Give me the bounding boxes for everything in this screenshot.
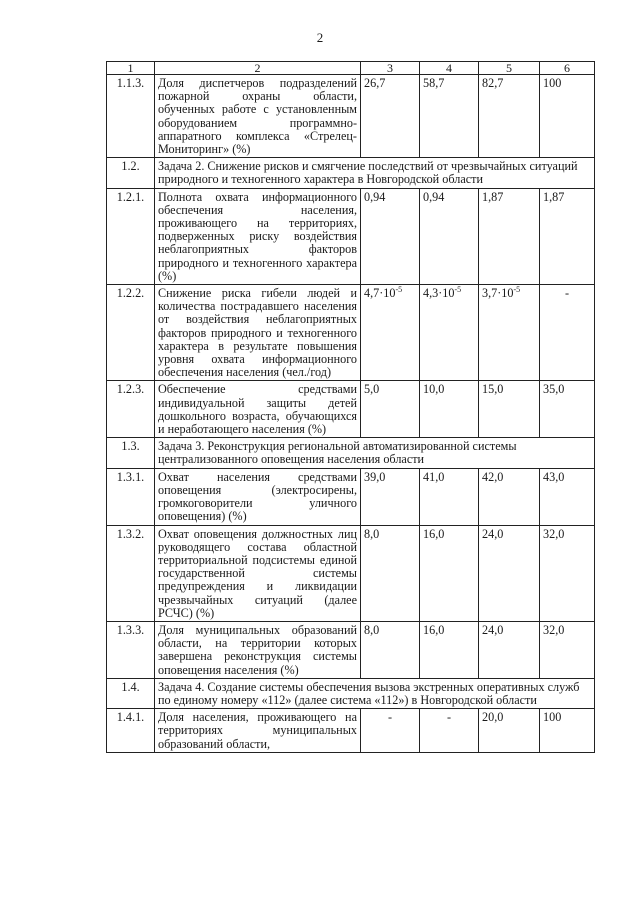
- value-exponent: -5: [395, 284, 403, 294]
- indicator-row: [107, 188, 595, 284]
- indicator-value: 1,87: [479, 188, 540, 284]
- indicator-value: 0,94: [420, 188, 479, 284]
- indicator-value: 32,0: [540, 621, 595, 678]
- indicator-value: 41,0: [420, 468, 479, 525]
- row-number: 1.1.3.: [107, 75, 155, 158]
- value-exponent: -5: [454, 284, 462, 294]
- task-row: [107, 158, 595, 188]
- indicator-description: Полнота охвата информационного обеспечения населения, проживающего на территориях, подверженных риску воздействия неблагоприятных факторов природного и техногенного характера (%): [155, 188, 361, 284]
- value-exponent: -5: [513, 284, 521, 294]
- task-title: Задача 3. Реконструкция региональной автоматизированной системы централизованного оповещения населения области: [155, 438, 595, 468]
- indicator-value: [420, 285, 479, 381]
- task-row: [107, 678, 595, 708]
- column-header: 4: [420, 62, 479, 75]
- indicator-description: Снижение риска гибели людей и количества пострадавшего населения от воздействия неблагоприятных факторов природного и техногенного характера в результате повышения уровня охвата информационного обеспечения населения (чел./год): [155, 285, 361, 381]
- value-mantissa: 4,3·10: [423, 286, 455, 301]
- indicator-value: 100: [540, 709, 595, 753]
- indicator-value: 43,0: [540, 468, 595, 525]
- indicator-description: Охват населения средствами оповещения (электросирены, громкоговорители уличного оповещения) (%): [155, 468, 361, 525]
- indicator-value: 5,0: [361, 381, 420, 438]
- row-number: 1.2.: [107, 158, 155, 188]
- indicator-value: 8,0: [361, 621, 420, 678]
- indicator-row: [107, 285, 595, 381]
- indicator-value: -: [361, 709, 420, 753]
- indicator-value: 39,0: [361, 468, 420, 525]
- indicator-value: 10,0: [420, 381, 479, 438]
- indicator-value: 20,0: [479, 709, 540, 753]
- indicator-row: [107, 468, 595, 525]
- row-number: 1.3.3.: [107, 621, 155, 678]
- row-number: 1.4.1.: [107, 709, 155, 753]
- indicator-row: [107, 621, 595, 678]
- table-body: [107, 62, 595, 753]
- indicator-description: Доля муниципальных образований области, на территории которых завершена реконструкция системы оповещения населения (%): [155, 621, 361, 678]
- indicator-value: -: [540, 285, 595, 381]
- indicator-description: Обеспечение средствами индивидуальной защиты детей дошкольного возраста, обучающихся и неработающего населения (%): [155, 381, 361, 438]
- indicator-value: 58,7: [420, 75, 479, 158]
- column-header: 2: [155, 62, 361, 75]
- indicator-value: 42,0: [479, 468, 540, 525]
- indicator-row: [107, 525, 595, 621]
- indicator-row: [107, 381, 595, 438]
- task-title: Задача 4. Создание системы обеспечения вызова экстренных оперативных служб по единому номеру «112» (далее система «112») в Новгородской области: [155, 678, 595, 708]
- task-title: Задача 2. Снижение рисков и смягчение последствий от чрезвычайных ситуаций природного и техногенного характера в Новгородской области: [155, 158, 595, 188]
- row-number: 1.4.: [107, 678, 155, 708]
- indicator-value: 35,0: [540, 381, 595, 438]
- column-header: 6: [540, 62, 595, 75]
- indicator-value: 8,0: [361, 525, 420, 621]
- indicator-value: 16,0: [420, 621, 479, 678]
- indicator-value: [479, 285, 540, 381]
- row-number: 1.2.2.: [107, 285, 155, 381]
- indicator-value: 32,0: [540, 525, 595, 621]
- row-number: 1.3.1.: [107, 468, 155, 525]
- indicator-value: 0,94: [361, 188, 420, 284]
- indicator-description: Охват оповещения должностных лиц руководящего состава областной территориальной подсистемы единой государственной системы предупреждения и ликвидации чрезвычайных ситуаций (далее РСЧС) (%): [155, 525, 361, 621]
- indicator-value: -: [420, 709, 479, 753]
- indicator-row: [107, 75, 595, 158]
- indicator-value: [361, 285, 420, 381]
- indicator-description: Доля диспетчеров подразделений пожарной охраны области, обученных работе с установленным оборудованием программно-аппаратного комплекса «Стрелец-Мониторинг» (%): [155, 75, 361, 158]
- indicator-value: 24,0: [479, 621, 540, 678]
- row-number: 1.3.: [107, 438, 155, 468]
- indicator-value: 1,87: [540, 188, 595, 284]
- indicator-value: 16,0: [420, 525, 479, 621]
- indicator-description: Доля населения, проживающего на территориях муниципальных образований области,: [155, 709, 361, 753]
- row-number: 1.3.2.: [107, 525, 155, 621]
- row-number: 1.2.3.: [107, 381, 155, 438]
- indicator-value: 82,7: [479, 75, 540, 158]
- column-header: 1: [107, 62, 155, 75]
- task-row: [107, 438, 595, 468]
- page-number: 2: [316, 30, 324, 45]
- column-header: 5: [479, 62, 540, 75]
- column-header: 3: [361, 62, 420, 75]
- table-header-row: [107, 62, 595, 75]
- indicator-row: [107, 709, 595, 753]
- indicator-value: 26,7: [361, 75, 420, 158]
- indicator-value: 24,0: [479, 525, 540, 621]
- indicator-value: 15,0: [479, 381, 540, 438]
- indicator-value: 100: [540, 75, 595, 158]
- value-mantissa: 4,7·10: [364, 286, 396, 301]
- value-mantissa: 3,7·10: [482, 286, 514, 301]
- row-number: 1.2.1.: [107, 188, 155, 284]
- indicators-table: [106, 61, 595, 753]
